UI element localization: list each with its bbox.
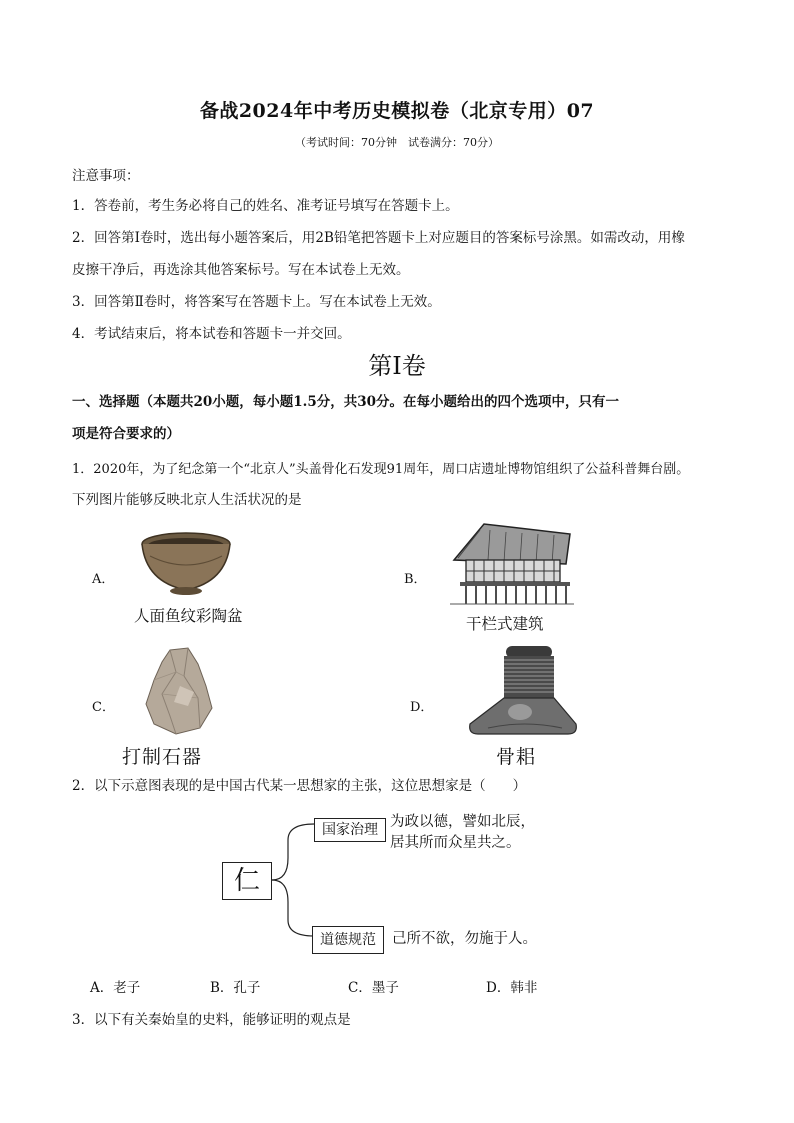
q1-option-d-letter[interactable]: D． <box>410 700 434 715</box>
q1-option-a-caption: 人面鱼纹彩陶盆 <box>134 607 243 625</box>
q1-option-c-caption: 打制石器 <box>122 746 203 768</box>
q1-option-a-letter[interactable]: A． <box>92 572 115 587</box>
notice-item-2-line-2: 皮擦干净后，再选涂其他答案标号。写在本试卷上无效。 <box>72 262 410 278</box>
pottery-bowl-icon <box>140 530 232 598</box>
q2-option-a[interactable]: A．老子 <box>90 980 141 996</box>
notice-item-1: 1．答卷前，考生务必将自己的姓名、准考证号填写在答题卡上。 <box>72 198 459 214</box>
q2-option-d[interactable]: D．韩非 <box>486 980 538 996</box>
q1-option-b-letter[interactable]: B． <box>404 572 427 587</box>
notice-item-3: 3．回答第Ⅱ卷时，将答案写在答题卡上。写在本试卷上无效。 <box>72 294 441 310</box>
section-instruction-line-2: 项是符合要求的） <box>72 426 180 442</box>
q1-option-b-caption: 干栏式建筑 <box>466 615 544 633</box>
notice-item-2-line-1: 2．回答第Ⅰ卷时，选出每小题答案后，用2B铅笔把答题卡上对应题目的答案标号涂黑。如需改动，用橡 <box>72 230 685 246</box>
q1-option-c-letter[interactable]: C． <box>92 700 115 715</box>
stilt-house-icon <box>450 520 574 608</box>
q2-diagram-connector <box>270 818 316 942</box>
stone-tool-icon <box>140 646 216 736</box>
q2-stem: 2．以下示意图表现的是中国古代某一思想家的主张，这位思想家是（ ） <box>72 778 527 794</box>
q2-diagram-bottom-label: 道德规范 <box>312 926 384 954</box>
q1-stem-line-1: 1．2020年，为了纪念第一个“北京人”头盖骨化石发现91周年，周口店遗址博物馆组织了公益科普舞台剧。 <box>72 462 690 477</box>
section-instruction-line-1: 一、选择题（本题共20小题，每小题1.5分，共30分。在每小题给出的四个选项中，只有一 <box>72 394 620 410</box>
q2-option-c[interactable]: C．墨子 <box>348 980 399 996</box>
notice-item-4: 4．考试结束后，将本试卷和答题卡一并交回。 <box>72 326 351 342</box>
q2-diagram-top-label: 国家治理 <box>314 818 386 842</box>
q2-diagram-top-quote-line-1: 为政以德，譬如北辰， <box>390 814 535 830</box>
notice-heading: 注意事项： <box>72 168 140 184</box>
exam-subtitle: （考试时间：70分钟 试卷满分：70分） <box>295 136 499 149</box>
exam-title: 备战2024年中考历史模拟卷（北京专用）07 <box>199 100 595 122</box>
q1-option-d-caption: 骨耜 <box>496 746 537 768</box>
q2-diagram-top-quote-line-2: 居其所而众星共之。 <box>390 835 521 851</box>
q1-stem-line-2: 下列图片能够反映北京人生活状况的是 <box>72 492 302 508</box>
q3-stem: 3．以下有关秦始皇的史料，能够证明的观点是 <box>72 1012 351 1028</box>
q2-diagram-center: 仁 <box>222 862 272 900</box>
bone-spade-icon <box>464 644 582 738</box>
section-title: 第Ⅰ卷 <box>368 352 426 380</box>
q2-option-b[interactable]: B．孔子 <box>210 980 261 996</box>
q2-diagram-bottom-quote: 己所不欲，勿施于人。 <box>392 931 537 947</box>
